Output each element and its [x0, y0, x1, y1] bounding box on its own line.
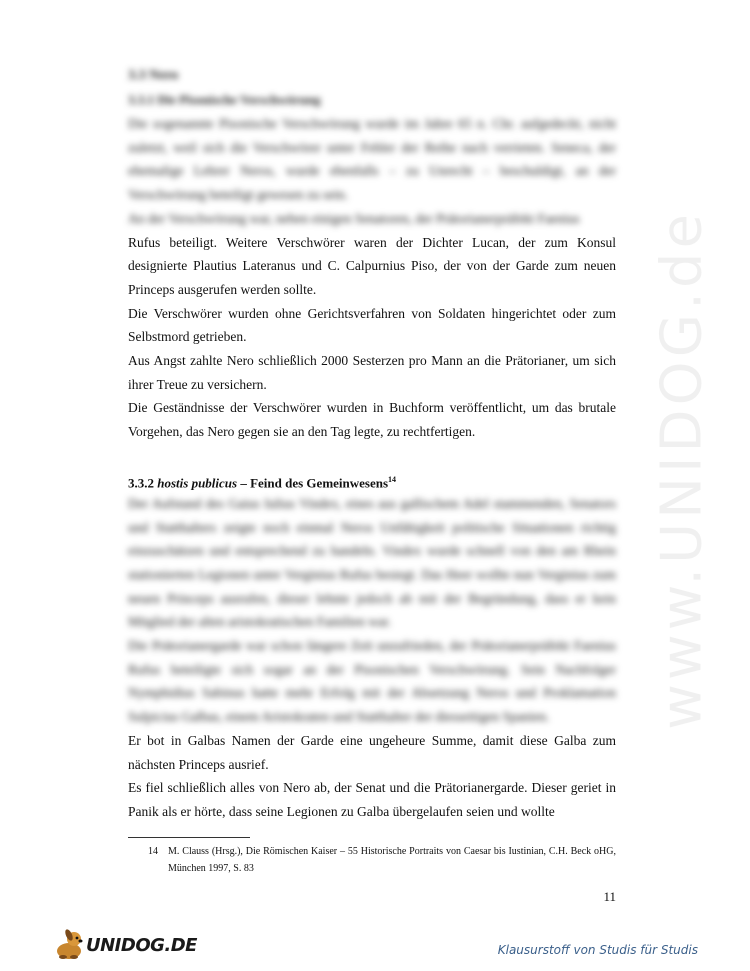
body-paragraph: Er bot in Galbas Namen der Garde eine ungeheure Summe, damit diese Galba zum nächsten Princeps ausrief.	[128, 732, 616, 772]
footnote-divider	[128, 837, 250, 838]
dog-icon	[52, 927, 86, 961]
blurred-paragraph: An der Verschwörung war, neben einigen Senatoren, der Prätorianerpräfekt Faenius	[128, 210, 580, 226]
subsection-italic: hostis publicus	[157, 475, 238, 491]
footnote-number: 14	[148, 846, 158, 857]
page-number: 11	[603, 889, 616, 904]
body-paragraph: Es fiel schließlich alles von Nero ab, der Senat und die Prätorianergarde. Dieser geriet in Panik als er hörte, dass seine Legionen zu Galba übergelaufen seien und wollte	[128, 780, 616, 819]
blurred-paragraph: Die Prätorianergarde war schon längere Zeit unzufrieden, der Prätorianerpräfekt Faenius Rufus beteiligte sich sogar an der Pisonischen Verschwörung. Sein Nachfolger Nymphidius Sabinus hatte mehr Erfolg mit der Absetzung Neros und Proklamation Sulpicius Galbas, einem Aristokraten und Statthalter der diesseitigen Spanien.	[128, 638, 616, 725]
body-paragraph: Aus Angst zahlte Nero schließlich 2000 Sesterzen pro Mann an die Prätorianer, um sich ihrer Treue zu versichern.	[128, 353, 616, 392]
logo-text: UNIDOG.DE	[86, 935, 197, 956]
section-heading: 3.3 Nero	[128, 68, 179, 83]
blurred-paragraph: Die sogenannte Pisonische Verschwörung wurde im Jahre 65 n. Chr. aufgedeckt, nicht zuletzt, weil sich die Verschwörer unter Fehler der Reihe nach verrieten. Seneca, der ehemalige Lehrer Neros, wurde ebenfalls – zu Unrecht – beschuldigt, an der Verschwörung beteiligt gewesen zu sein.	[128, 116, 616, 203]
body-paragraph: Die Verschwörer wurden ohne Gerichtsverfahren von Soldaten hingerichtet oder zum Selbstmord getrieben.	[128, 305, 616, 345]
footnote-reference[interactable]: 14	[388, 474, 397, 484]
footnote-text: M. Clauss (Hrsg.), Die Römischen Kaiser – 55 Historische Portraits von Caesar bis Iustinian, C.H. Beck oHG, München 1997, S. 83	[168, 846, 616, 874]
watermark: www.UNIDOG.de	[649, 210, 715, 730]
subsection-heading-2	[128, 468, 616, 492]
subsection-heading-1: 3.3.1 Die Pisonische Verschwörung	[128, 92, 321, 107]
subsection-number: 3.3.2	[128, 475, 154, 491]
blurred-paragraph: Der Aufstand des Gaius Iulius Vindex, eines aus gallischem Adel stammenden, Senators und Statthalters zeigte noch einmal Neros Unfähigkeit politische Situationen richtig einzuschätzen und entsprechend zu handeln. Vindex wurde schnell von den am Rhein stationierten Legionen unter Verginius Rufus besiegt. Das Heer wollte nun Verginius zum neuen Princeps ausrufen, dieser lehnte jedoch ab mit der Begründung, dass er kein Mitglied der alten aristokratischen Familien war.	[128, 495, 616, 630]
unidog-logo[interactable]	[52, 927, 197, 961]
subsection-rest: – Feind des Gemeinwesens	[240, 475, 389, 491]
page-content	[128, 64, 616, 824]
footer-slogan: Klausurstoff von Studis für Studis	[497, 943, 698, 957]
footnote	[128, 843, 616, 877]
body-paragraph: Die Geständnisse der Verschwörer wurden in Buchform veröffentlicht, um das brutale Vorgehen, das Nero gegen sie an den Tag legte, zu rechtfertigen.	[128, 400, 616, 440]
body-paragraph: Rufus beteiligt. Weitere Verschwörer waren der Dichter Lucan, der zum Konsul designierte Plautius Lateranus und C. Calpurnius Piso, der von der Garde zum neuen Princeps ausgerufen werden sollte.	[128, 234, 616, 297]
